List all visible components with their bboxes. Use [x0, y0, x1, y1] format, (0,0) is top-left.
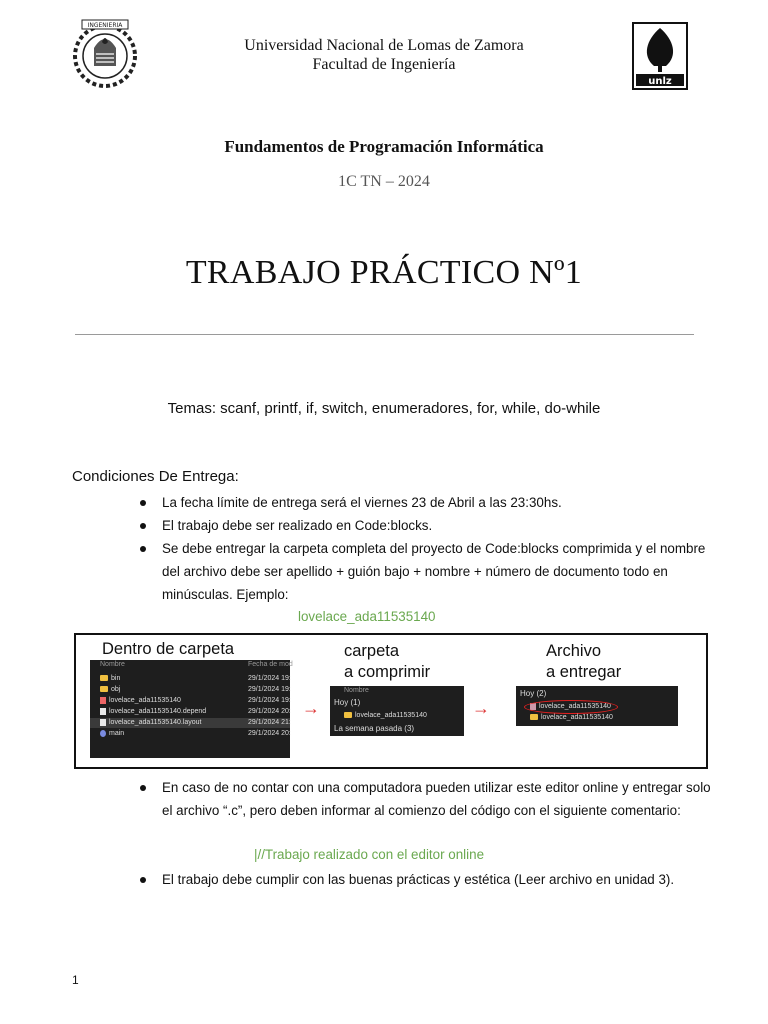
- conditions-list-final: [138, 868, 713, 891]
- column-date-header: Fecha de mod: [248, 661, 293, 668]
- file-explorer-figure: [74, 633, 708, 769]
- figure-heading-file-to-deliver: Archivo a entregar: [546, 642, 622, 681]
- list-item: bin 29/1/2024 19:: [90, 674, 290, 684]
- list-item: lovelace_ada11535140: [530, 713, 678, 723]
- zip-folder-icon: [530, 714, 538, 720]
- file-icon: [100, 719, 106, 726]
- list-item: lovelace_ada11535140: [344, 711, 464, 721]
- logo-lettering: INGENIERIA: [87, 22, 123, 29]
- logo-lettering: unlz: [648, 76, 672, 87]
- list-item: main 29/1/2024 20:: [90, 729, 290, 739]
- list-item: lovelace_ada11535140.depend 29/1/2024 20:: [90, 707, 290, 717]
- temas-label: Temas:: [167, 400, 216, 417]
- course-name: Fundamentos de Programación Informática: [224, 137, 544, 156]
- codeblocks-icon: [100, 697, 106, 704]
- conditions-heading: Condiciones De Entrega:: [72, 468, 239, 485]
- list-item: La fecha límite de entrega será el viernes 23 de Abril a las 23:30hs.: [138, 491, 713, 514]
- course-term: 1C TN – 2024: [338, 173, 430, 190]
- figure-heading-inside-folder: Dentro de carpeta: [102, 640, 235, 658]
- folder-icon: [100, 675, 108, 681]
- c-file-icon: [100, 730, 106, 737]
- comment-example: |//Trabajo realizado con el editor online: [254, 847, 485, 862]
- unlz-logo: [632, 22, 688, 90]
- list-item: El trabajo debe ser realizado en Code:blocks.: [138, 514, 713, 537]
- list-item: lovelace_ada11535140.layout 29/1/2024 21:: [90, 718, 290, 728]
- list-item: El trabajo debe cumplir con las buenas prácticas y estética (Leer archivo en unidad 3).: [138, 868, 713, 891]
- temas-text: scanf, printf, if, switch, enumeradores, for, while, do-while: [220, 400, 601, 417]
- temas-line: [0, 400, 768, 417]
- explorer-panel-deliver: Hoy (2) lovelace_ada11535140 lovelace_ada11535140: [516, 686, 678, 726]
- figure-heading-folder-to-compress: carpeta a comprimir: [344, 642, 431, 681]
- conditions-list-bottom: [138, 776, 713, 822]
- list-item: obj 29/1/2024 19:: [90, 685, 290, 695]
- arrow-icon: →: [302, 698, 320, 718]
- example-filename: lovelace_ada11535140: [298, 609, 436, 624]
- list-item: Se debe entregar la carpeta completa del proyecto de Code:blocks comprimida y el nombre del archivo debe ser apellido + guión bajo + nombre + número de documento todo en minúsculas. Ejemplo:: [138, 537, 713, 606]
- page-title: TRABAJO PRÁCTICO Nº1: [185, 254, 583, 291]
- conditions-list-top: [138, 491, 713, 606]
- list-item: En caso de no contar con una computadora pueden utilizar este editor online y entregar solo el archivo “.c”, pero deben informar al comienzo del código con el siguiente comentario:: [138, 776, 713, 822]
- explorer-panel-compress: Nombre Hoy (1) lovelace_ada11535140 La semana pasada (3): [330, 686, 464, 736]
- column-name-header: Nombre: [100, 661, 125, 668]
- faculty-name: Facultad de Ingeniería: [312, 56, 456, 73]
- folder-icon: [344, 712, 352, 718]
- page-number: 1: [72, 973, 79, 987]
- title-divider: [75, 334, 694, 335]
- arrow-icon: →: [472, 698, 490, 718]
- list-item: lovelace_ada11535140 29/1/2024 19:: [90, 696, 290, 706]
- list-item: lovelace_ada11535140: [530, 702, 678, 712]
- folder-icon: [100, 686, 108, 692]
- file-icon: [100, 708, 106, 715]
- university-name: Universidad Nacional de Lomas de Zamora: [244, 37, 524, 54]
- explorer-panel-folder: [90, 660, 293, 758]
- highlight-circle: [524, 700, 618, 714]
